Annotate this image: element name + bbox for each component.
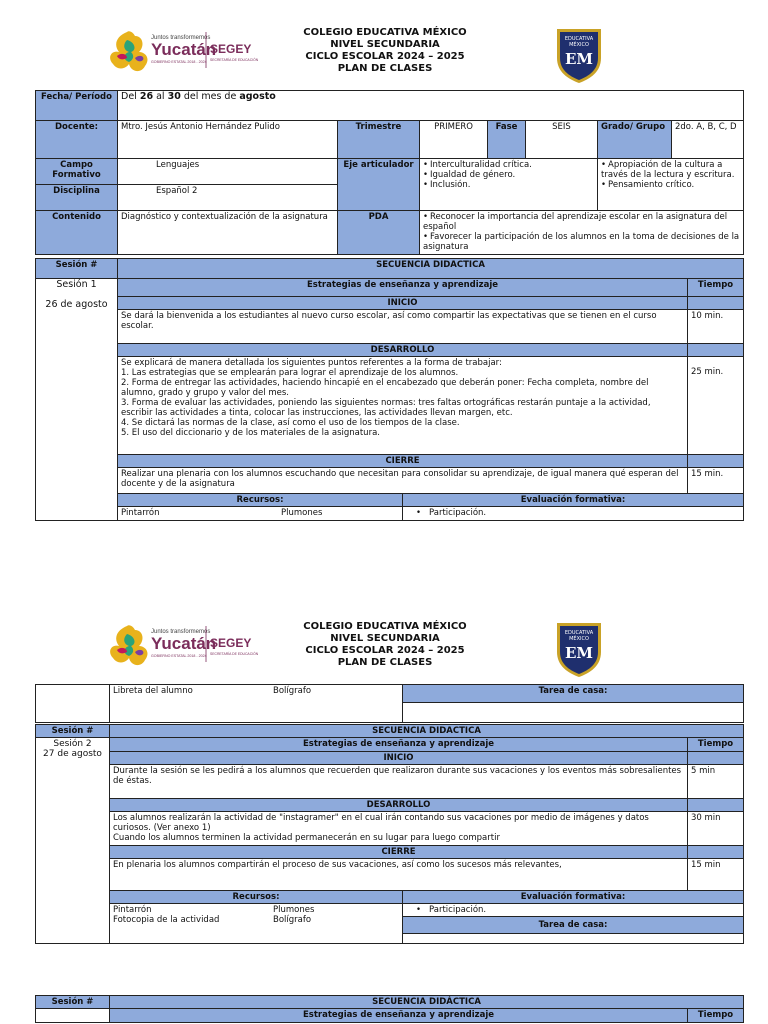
tarea-heading: Tarea de casa: (403, 685, 744, 703)
inicio-text: Se dará la bienvenida a los estudiantes al nuevo curso escolar, así como compartir las expectativas que se tienen en el curso escolar. (118, 310, 688, 344)
inicio-heading: INICIO (110, 752, 688, 765)
session-2-cell (36, 738, 110, 944)
trimestre-value: PRIMERO (420, 121, 488, 159)
shield-mid: MÉXICO (569, 636, 589, 642)
title-line: PLAN DE CLASES (337, 63, 433, 74)
recurso-item: Pintarrón (121, 508, 160, 518)
tiempo-heading: Tiempo (688, 279, 744, 297)
inicio-text: Durante la sesión se les pedirá a los alumnos que recuerden que realizaron durante sus vacaciones y los eventos más sobresalientes de éstas. (110, 765, 688, 799)
desarrollo-line: Se explicará de manera detallada los siguientes puntos referentes a la forma de trabajar: (121, 358, 502, 368)
disciplina-label: Disciplina (36, 185, 118, 211)
shield-initials: EM (564, 50, 594, 68)
sesion-label: Sesión # (36, 996, 110, 1009)
yucatan-logo (105, 28, 265, 76)
docente-value: Mtro. Jesús Antonio Hernández Pulido (118, 121, 338, 159)
estrategias-heading: Estrategias de enseñanza y aprendizaje (110, 738, 688, 752)
segey-name: SEGEY (210, 42, 252, 56)
fecha-label: Fecha/ Período (36, 91, 118, 121)
yucatan-logo (105, 622, 265, 670)
campo-value: Lenguajes (118, 159, 338, 185)
evaluacion-list (403, 507, 744, 521)
evaluacion-item: • Participación. (406, 905, 740, 915)
recurso-item: Pintarrón (113, 905, 152, 915)
page-header (0, 0, 768, 86)
title-line: PLAN DE CLASES (337, 657, 433, 668)
desarrollo-line: 4. Se dictará las normas de la clase, así como el uso de los tiempos de la clase. (121, 418, 460, 428)
session-name: Sesión 2 (53, 739, 92, 749)
recursos-list (110, 904, 403, 944)
recurso-item: Bolígrafo (273, 915, 312, 925)
session-date: 27 de agosto (43, 749, 102, 759)
evaluacion-heading: Evaluación formativa: (403, 494, 744, 507)
cierre-heading: CIERRE (118, 455, 688, 468)
fecha-value: Del 26 al 30 del mes de agosto (118, 91, 744, 121)
recurso-item: Bolígrafo (273, 686, 312, 696)
recursos-heading: Recursos: (110, 891, 403, 904)
logo-name: Yucatán (151, 40, 217, 59)
logo-name: Yucatán (151, 634, 217, 653)
eje-item: • Interculturalidad crítica. (423, 160, 594, 170)
school-title (280, 27, 490, 75)
title-line: CICLO ESCOLAR 2024 – 2025 (305, 51, 465, 62)
cierre-time: 15 min (688, 859, 744, 891)
estrategias-heading: Estrategias de enseñanza y aprendizaje (110, 1009, 688, 1023)
estrategias-heading: Estrategias de enseñanza y aprendizaje (118, 279, 688, 297)
school-shield-logo (554, 26, 604, 84)
session-1-cell (36, 279, 118, 521)
trimestre-label: Trimestre (338, 121, 420, 159)
fase-value: SEIS (526, 121, 598, 159)
school-title (280, 621, 490, 669)
fase-label: Fase (488, 121, 526, 159)
logo-sub: GOBIERNO ESTATAL 2018 - 2024 (151, 654, 207, 658)
desarrollo-time: 25 min. (688, 357, 744, 455)
desarrollo-line: 5. El uso del diccionario y de los materiales de la asignatura. (121, 428, 380, 438)
title-line: NIVEL SECUNDARIA (330, 39, 440, 50)
pda-item: • Favorecer la participación de los alumnos en la toma de decisiones de la asignatura (423, 232, 740, 252)
desarrollo-heading: DESARROLLO (118, 344, 688, 357)
grado-value: 2do. A, B, C, D (672, 121, 744, 159)
eje-list-2 (598, 159, 744, 211)
eje-item: • Pensamiento crítico. (601, 180, 740, 190)
eje-item: • Igualdad de género. (423, 170, 594, 180)
campo-label: Campo Formativo (36, 159, 118, 185)
page-header (0, 594, 768, 680)
desarrollo-line: Los alumnos realizarán la actividad de "instagramer" en el cual irán contando sus vacaciones por medio de imágenes y datos curiosos. (Ver anexo 1) (113, 813, 649, 833)
shield-initials: EM (564, 644, 594, 662)
contenido-value: Diagnóstico y contextualización de la asignatura (118, 211, 338, 255)
desarrollo-text (118, 357, 688, 455)
plan-header-table (35, 90, 744, 255)
desarrollo-time: 30 min (688, 812, 744, 846)
recurso-item: Libreta del alumno (113, 686, 193, 696)
recursos-list (118, 507, 403, 521)
sesion-label: Sesión # (36, 259, 118, 279)
desarrollo-line: 3. Forma de evaluar las actividades, poniendo las siguientes normas: tres faltas ortográficas restarán puntaje a la actividad, escribir las actividades a tinta, colocar las instrucciones, las actividades llevan margen, etc. (121, 398, 651, 418)
desarrollo-line: Cuando los alumnos terminen la actividad permanecerán en su lugar para luego compartir (113, 833, 500, 843)
logo-sub: GOBIERNO ESTATAL 2018 - 2024 (151, 60, 207, 64)
segey-sub: SECRETARÍA DE EDUCACIÓN (210, 652, 259, 656)
evaluacion-item: • Participación. (406, 508, 740, 518)
session-2-table (35, 724, 744, 944)
title-line: NIVEL SECUNDARIA (330, 633, 440, 644)
title-line: CICLO ESCOLAR 2024 – 2025 (305, 645, 465, 656)
cierre-text: En plenaria los alumnos compartirán el proceso de sus vacaciones, así como los sucesos más relevantes, (110, 859, 688, 891)
inicio-time: 10 min. (688, 310, 744, 344)
session-1-table (35, 258, 744, 521)
recursos-heading: Recursos: (118, 494, 403, 507)
inicio-time: 5 min (688, 765, 744, 799)
shield-top: EDUCATIVA (564, 630, 594, 636)
recurso-item: Fotocopia de la actividad (113, 915, 220, 925)
disciplina-value: Español 2 (118, 185, 338, 211)
shield-top: EDUCATIVA (564, 36, 594, 42)
pda-item: • Reconocer la importancia del aprendizaje escolar en la asignatura del español (423, 212, 740, 232)
cierre-heading: CIERRE (110, 846, 688, 859)
logo-tagline: Juntos transformemos (151, 35, 211, 41)
grado-label: Grado/ Grupo (598, 121, 672, 159)
tarea-heading: Tarea de casa: (403, 916, 743, 934)
eje-label: Eje articulador (338, 159, 420, 211)
page-2 (0, 594, 768, 1020)
tiempo-heading: Tiempo (688, 738, 744, 752)
session-3-table (35, 995, 744, 1023)
pda-list (420, 211, 744, 255)
recurso-item: Plumones (273, 905, 315, 915)
desarrollo-line: 1. Las estrategias que se emplearán para lograr el aprendizaje de los alumnos. (121, 368, 459, 378)
session-1-continuation (35, 684, 744, 723)
cierre-time: 15 min. (688, 468, 744, 494)
eje-item: • Inclusión. (423, 180, 594, 190)
tiempo-heading: Tiempo (688, 1009, 744, 1023)
logo-tagline: Juntos transformemos (151, 629, 211, 635)
recurso-item: Plumones (281, 508, 323, 518)
eje-item: • Apropiación de la cultura a través de la lectura y escritura. (601, 160, 740, 180)
inicio-heading: INICIO (118, 297, 688, 310)
tarea-value (403, 703, 744, 723)
segey-name: SEGEY (210, 636, 252, 650)
docente-label: Docente: (36, 121, 118, 159)
evaluacion-tarea-cell (403, 904, 744, 944)
title-line: COLEGIO EDUCATIVA MÉXICO (303, 27, 467, 38)
desarrollo-line: 2. Forma de entregar las actividades, haciendo hincapié en el encabezado que deberán poner: Fecha completa, nombre del alumno, grado y grupo y valor del mes. (121, 378, 649, 398)
sesion-label: Sesión # (36, 725, 110, 738)
session-name: Sesión 1 (56, 279, 97, 290)
cierre-text: Realizar una plenaria con los alumnos escuchando que necesitan para consolidar su aprendizaje, de igual manera qué esperan del docente y de la asignatura (118, 468, 688, 494)
evaluacion-heading: Evaluación formativa: (403, 891, 744, 904)
pda-label: PDA (338, 211, 420, 255)
desarrollo-heading: DESARROLLO (110, 799, 688, 812)
contenido-label: Contenido (36, 211, 118, 255)
title-line: COLEGIO EDUCATIVA MÉXICO (303, 621, 467, 632)
recursos-cont (110, 685, 403, 723)
secuencia-heading: SECUENCIA DIDÁCTICA (110, 996, 744, 1009)
desarrollo-text (110, 812, 688, 846)
segey-sub: SECRETARÍA DE EDUCACIÓN (210, 58, 259, 62)
session-date: 26 de agosto (45, 299, 108, 310)
shield-mid: MÉXICO (569, 42, 589, 48)
eje-list (420, 159, 598, 211)
secuencia-heading: SECUENCIA DIDACTICA (118, 259, 744, 279)
school-shield-logo (554, 620, 604, 678)
secuencia-heading: SECUENCIA DIDACTICA (110, 725, 744, 738)
